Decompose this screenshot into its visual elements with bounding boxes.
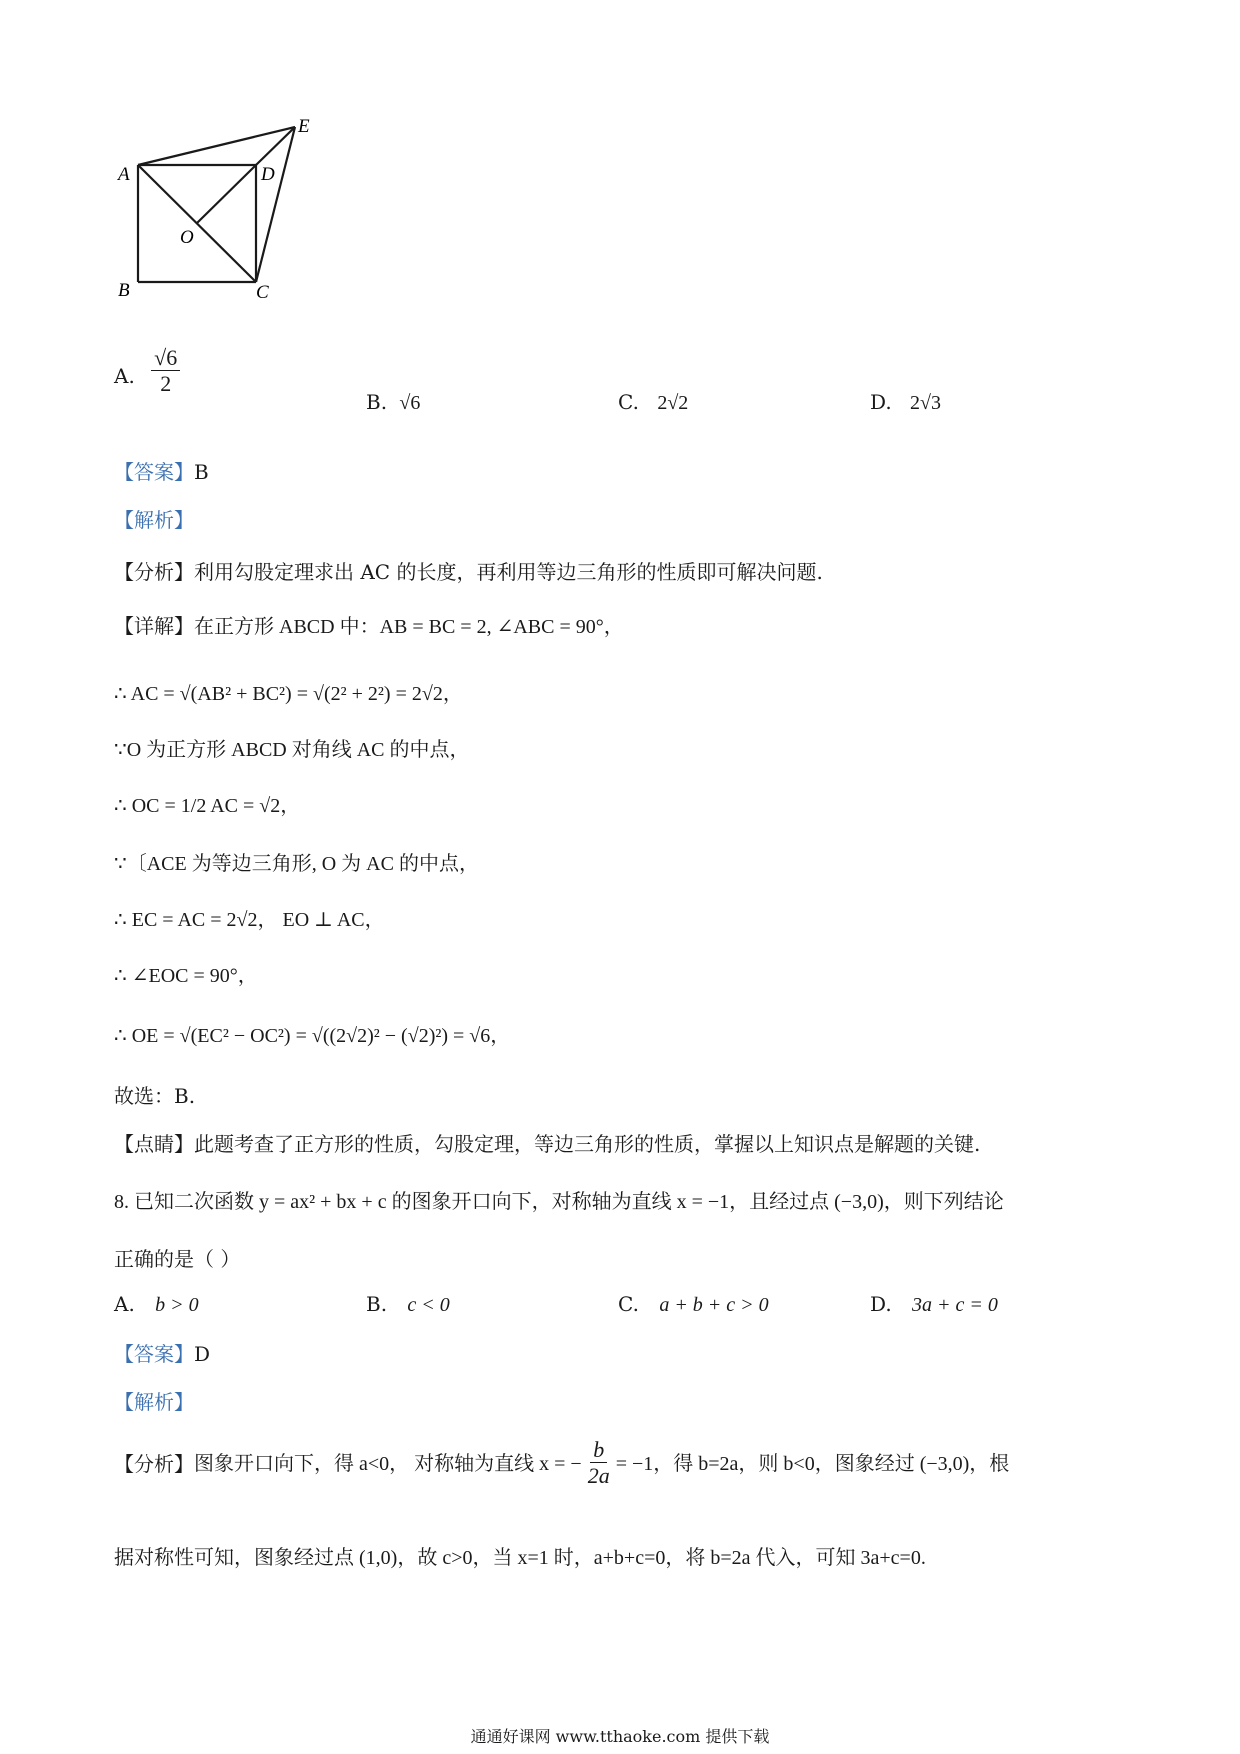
- q7-option-b-value: √6: [399, 392, 421, 414]
- q7-option-c: C. 2√2: [618, 390, 689, 414]
- label-b: B: [118, 280, 130, 301]
- q7-step-7: ∴ ∠EOC = 90°，: [114, 965, 258, 987]
- answer-tag: 【答案】: [114, 460, 194, 484]
- label-c: C: [256, 282, 269, 303]
- q7-step-3: ∵O 为正方形 ABCD 对角线 AC 的中点，: [114, 739, 470, 761]
- q8-option-a: A. b > 0: [114, 1292, 199, 1316]
- q7-step-6: ∴ EC = AC = 2√2， EO ⊥ AC，: [114, 909, 385, 931]
- q8-option-c: C. a + b + c > 0: [618, 1292, 769, 1316]
- q7-answer: [114, 458, 209, 486]
- q8-answer: 【答案】D: [114, 1342, 211, 1366]
- q7-option-a-den: 2: [160, 371, 172, 396]
- q7-analysis-tag: 【解析】: [114, 508, 194, 532]
- q7-option-d: D. 2√3: [870, 390, 942, 414]
- q8-stem-line2: 正确的是（ ）: [114, 1247, 241, 1271]
- page-footer: 通通好课网 www.tthaoke.com 提供下载: [470, 1727, 770, 1746]
- q7-option-d-value: 2√3: [910, 392, 942, 414]
- q8-stem-line1: 8. 已知二次函数 y = ax² + bx + c 的图象开口向下，对称轴为直线 x = −1，且经过点 (−3,0)，则下列结论: [114, 1191, 1004, 1213]
- q7-step-2: ∴ AC = √(AB² + BC²) = √(2² + 2²) = 2√2，: [114, 683, 463, 705]
- q7-step-1: 【详解】在正方形 ABCD 中：AB = BC = 2, ∠ABC = 90°，: [114, 614, 624, 638]
- label-d: D: [261, 164, 275, 185]
- edge-ec: [256, 127, 295, 282]
- answer-value: B: [194, 460, 209, 484]
- q7-step-4: ∴ OC = 1/2 AC = √2，: [114, 795, 301, 817]
- q8-fenxi-line2: 据对称性可知，图象经过点 (1,0)，故 c>0，当 x=1 时，a+b+c=0，将 b=2a 代入，可知 3a+c=0.: [114, 1547, 926, 1569]
- q7-option-a-letter: A.: [114, 364, 135, 388]
- label-a: A: [118, 164, 130, 185]
- edge-ae: [138, 127, 295, 165]
- label-e: E: [298, 116, 310, 137]
- q7-choice: 故选：B.: [114, 1084, 196, 1108]
- q8-analysis-tag: 【解析】: [114, 1390, 194, 1414]
- q8-option-d: D. 3a + c = 0: [870, 1292, 998, 1316]
- q7-option-b: B. √6: [366, 390, 421, 414]
- q8-fenxi: 【分析】 图象开口向下，得 a<0， 对称轴为直线 x = − $\frac{b}{2a}$ = −1，得 b=2a，则 b<0，图象经过 (−3,0)，根: [114, 1437, 1010, 1488]
- square-figure: [110, 110, 350, 340]
- q7-option-a: [114, 345, 180, 403]
- q8-option-b: B. c < 0: [366, 1292, 450, 1316]
- q7-option-c-value: 2√2: [657, 392, 689, 414]
- q7-option-a-num: √6: [151, 346, 180, 371]
- q7-fenxi: 【分析】利用勾股定理求出 AC 的长度，再利用等边三角形的性质即可解决问题.: [114, 560, 823, 584]
- q7-dianjing: 【点睛】此题考查了正方形的性质，勾股定理，等边三角形的性质，掌握以上知识点是解题的关键.: [114, 1132, 981, 1156]
- q8-fenxi-fraction: $\frac{b}{2a}$: [587, 1437, 610, 1488]
- q7-option-a-fraction: [151, 346, 180, 397]
- q7-step-8: ∴ OE = √(EC² − OC²) = √((2√2)² − (√2)²) = √6，: [114, 1025, 511, 1047]
- q7-step-5: ∵〔ACE 为等边三角形, O 为 AC 的中点，: [114, 853, 479, 875]
- label-o: O: [180, 227, 194, 248]
- segment-do: [197, 165, 256, 223]
